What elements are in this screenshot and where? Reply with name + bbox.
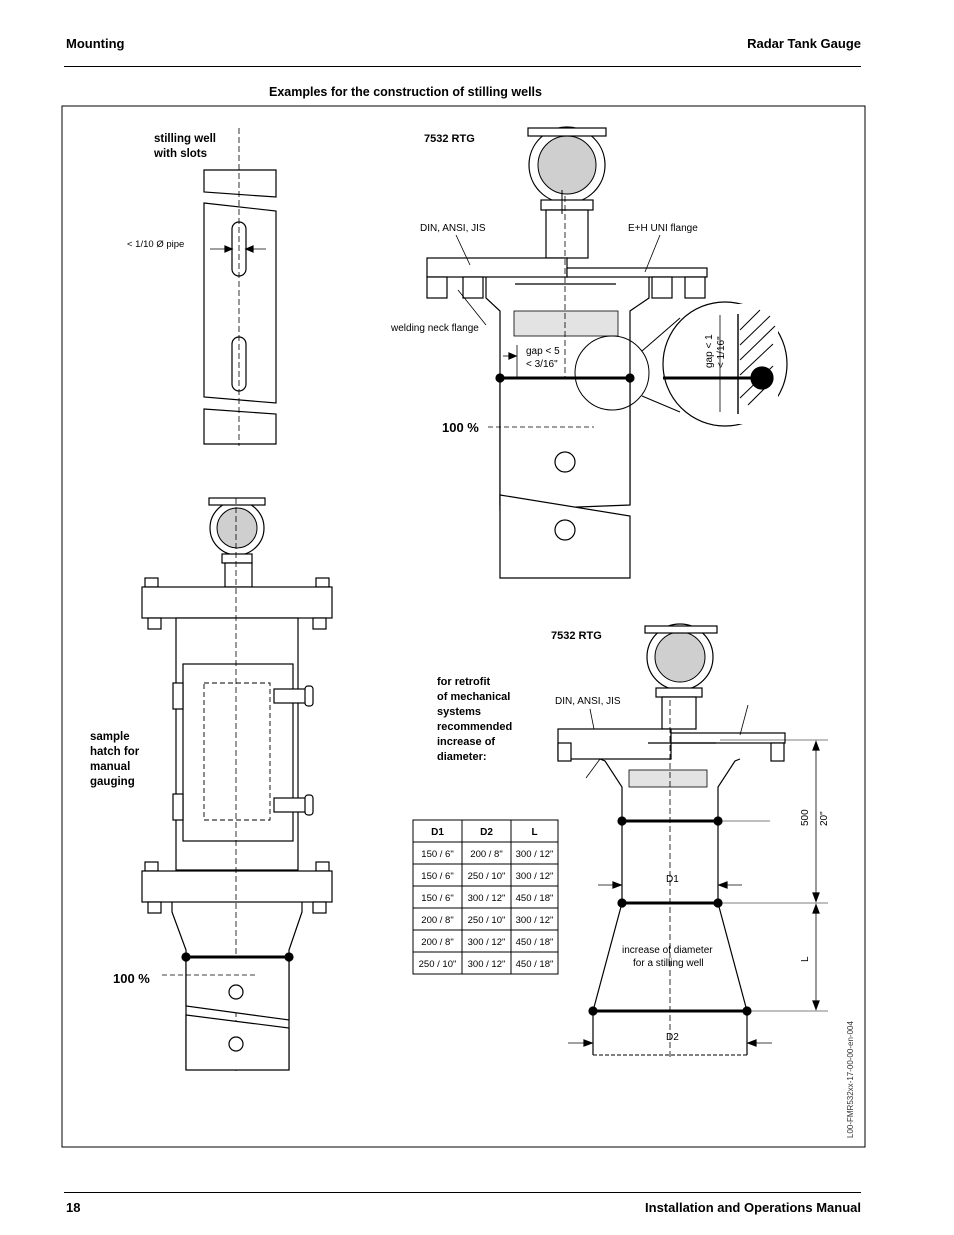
retrofit-model: 7532 RTG bbox=[551, 630, 602, 642]
table-cell: 300 / 12" bbox=[515, 849, 554, 860]
dim-500: 500 bbox=[800, 809, 811, 826]
rtg-top-model: 7532 RTG bbox=[424, 133, 475, 145]
retrofit-note-3: systems bbox=[437, 706, 482, 718]
rtg-top-flange-right: E+H UNI flange bbox=[628, 223, 698, 234]
table-cell: 200 / 8" bbox=[421, 915, 454, 926]
table-cell: 450 / 18" bbox=[515, 937, 554, 948]
retrofit-note-1: for retrofit bbox=[437, 676, 491, 688]
retrofit-note-4: recommended bbox=[437, 721, 513, 733]
dim-L: L bbox=[800, 956, 811, 962]
hatch-label-1: sample bbox=[90, 731, 130, 743]
table-cell: 150 / 6" bbox=[421, 893, 454, 904]
hatch-well-level: 100 % bbox=[113, 971, 150, 986]
table-cell: 250 / 10" bbox=[467, 915, 506, 926]
drawing-code: L00-FMR532xx-17-00-00-en-004 bbox=[846, 1021, 855, 1138]
table-cell: 300 / 12" bbox=[467, 937, 506, 948]
table-cell: 200 / 8" bbox=[421, 937, 454, 948]
table-cell: 150 / 6" bbox=[421, 849, 454, 860]
table-header-D1: D1 bbox=[431, 827, 444, 838]
header-section: Mounting bbox=[66, 36, 125, 51]
table-cell: 300 / 12" bbox=[467, 959, 506, 970]
rtg-top-drawing bbox=[390, 127, 787, 578]
retrofit-note-5: increase of bbox=[437, 736, 496, 748]
table-cell: 200 / 8" bbox=[470, 849, 503, 860]
dim-20-inch: 20" bbox=[819, 811, 830, 826]
table-cell: 250 / 10" bbox=[418, 959, 457, 970]
detail-gap-label-2: < 1/16" bbox=[716, 336, 727, 368]
hatch-well-drawing bbox=[90, 498, 332, 1072]
increase-label-2: for a stilling well bbox=[633, 958, 704, 969]
slotted-well-label-2: with slots bbox=[154, 148, 208, 160]
figure-caption: Examples for the construction of stilling wells bbox=[269, 85, 542, 99]
slot-dimension-label: < 1/10 Ø pipe bbox=[127, 239, 185, 250]
gap-label-1: gap < 5 bbox=[526, 346, 560, 357]
header-product: Radar Tank Gauge bbox=[747, 36, 861, 51]
table-cell: 300 / 12" bbox=[515, 871, 554, 882]
retrofit-flange-label: DIN, ANSI, JIS bbox=[555, 696, 621, 707]
slotted-well-drawing bbox=[127, 128, 276, 446]
table-cell: 300 / 12" bbox=[515, 915, 554, 926]
hatch-label-3: manual bbox=[90, 761, 131, 773]
slotted-well-label-1: stilling well bbox=[154, 133, 216, 145]
footer-title: Installation and Operations Manual bbox=[645, 1200, 861, 1215]
table-cell: 300 / 12" bbox=[467, 893, 506, 904]
increase-label-1: increase of diameter bbox=[622, 945, 713, 956]
page-number: 18 bbox=[66, 1200, 81, 1215]
table-cell: 250 / 10" bbox=[467, 871, 506, 882]
table-cell: 450 / 18" bbox=[515, 893, 554, 904]
hatch-label-2: hatch for bbox=[90, 746, 140, 758]
diameter-table bbox=[413, 820, 558, 974]
footer-rule bbox=[64, 1192, 861, 1193]
retrofit-note-6: diameter: bbox=[437, 751, 487, 763]
hatch-label-4: gauging bbox=[90, 776, 135, 788]
dim-D2: D2 bbox=[666, 1032, 679, 1043]
table-cell: 450 / 18" bbox=[515, 959, 554, 970]
table-header-D2: D2 bbox=[480, 827, 493, 838]
table-header-L: L bbox=[531, 827, 538, 838]
detail-gap-label-1: gap < 1 bbox=[704, 334, 715, 368]
rtg-top-level: 100 % bbox=[442, 420, 479, 435]
retrofit-note-2: of mechanical bbox=[437, 691, 511, 703]
welding-neck-label: welding neck flange bbox=[391, 323, 479, 334]
table-cell: 150 / 6" bbox=[421, 871, 454, 882]
gap-label-2: < 3/16" bbox=[526, 359, 558, 370]
rtg-top-flange-left: DIN, ANSI, JIS bbox=[420, 223, 486, 234]
dim-D1: D1 bbox=[666, 874, 679, 885]
